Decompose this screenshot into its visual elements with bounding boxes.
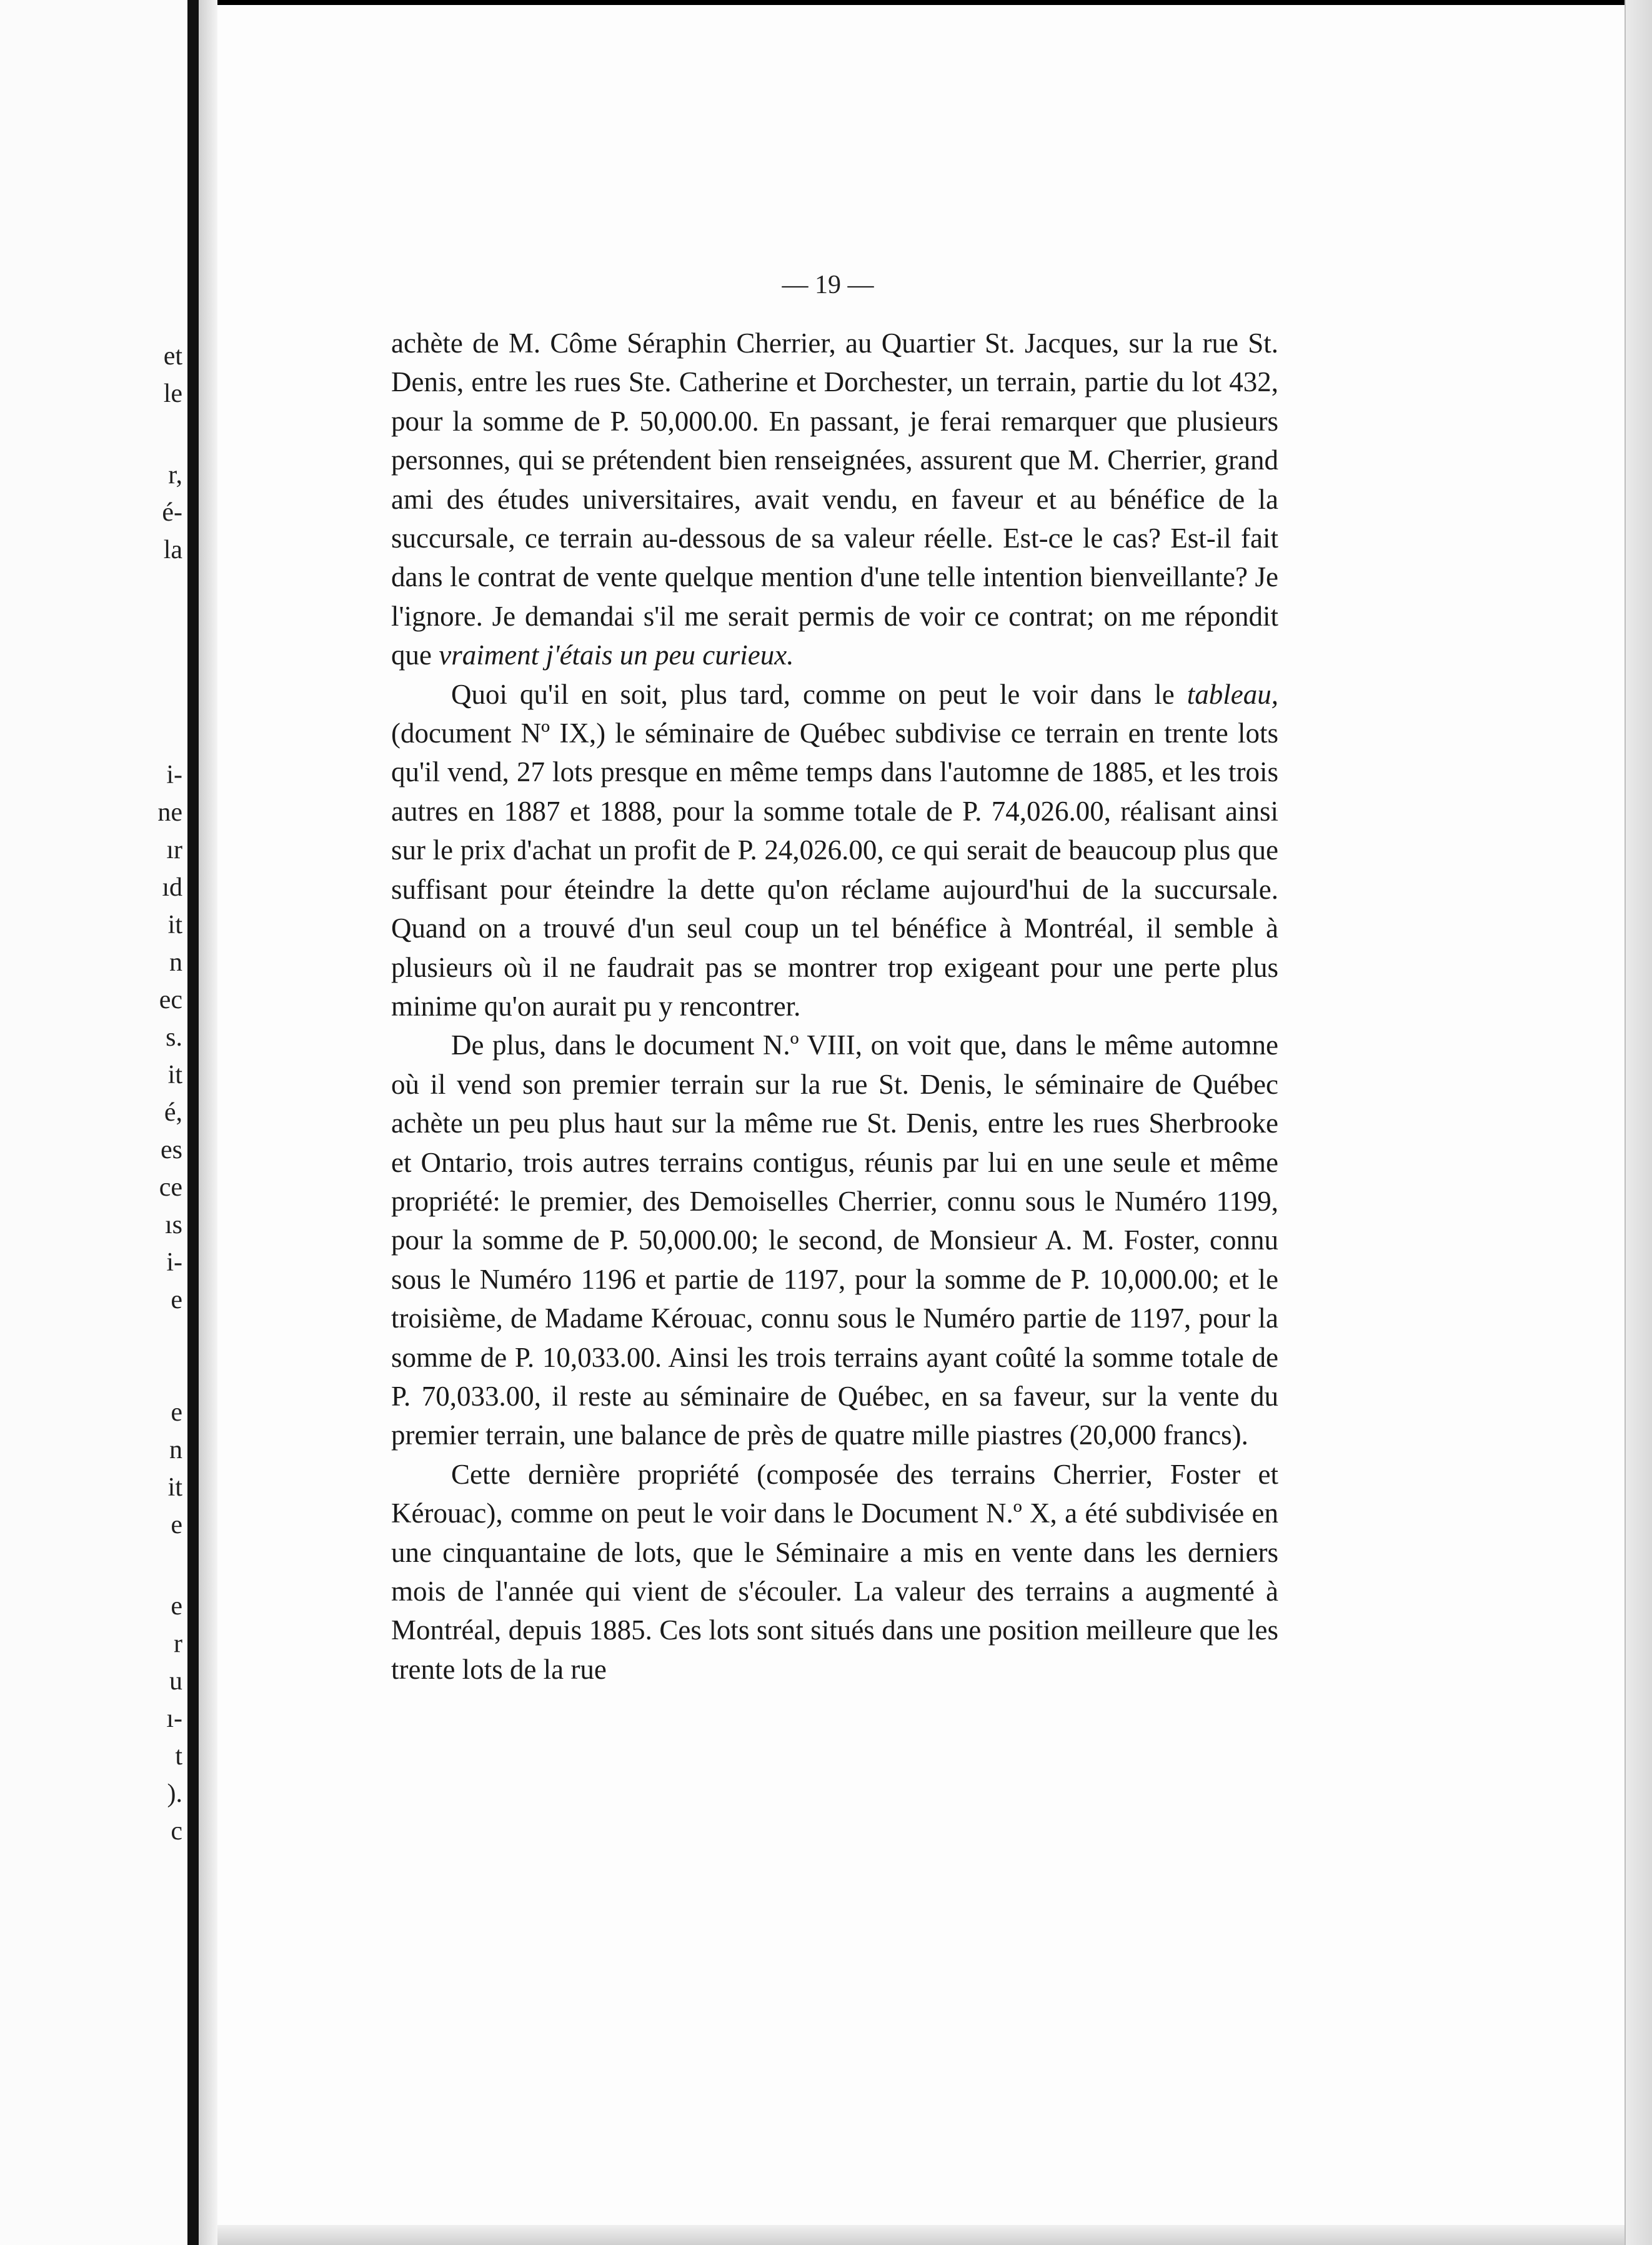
page-edge-right (1625, 0, 1652, 2245)
paragraph (391, 1455, 1278, 1689)
italic-text: vraiment j'étais un peu curieux. (439, 639, 794, 671)
facing-page-fragment: la (163, 536, 182, 564)
facing-page-fragment: ı- (166, 1704, 182, 1733)
facing-page-fragment: é- (162, 498, 182, 527)
facing-page-fragment: ıd (162, 873, 182, 902)
facing-page-fragment: e (171, 1286, 182, 1314)
paragraph (391, 675, 1278, 1026)
italic-text: tableau, (1187, 678, 1278, 710)
facing-page-fragment: n (169, 1436, 182, 1464)
paragraph-text: Quoi qu'il en soit, plus tard, comme on peut le voir dans le (451, 678, 1187, 710)
paragraph (391, 1026, 1278, 1454)
facing-page-fragment: ne (157, 798, 182, 827)
facing-page-edge (0, 0, 187, 2245)
facing-page-fragment: ec (159, 986, 182, 1014)
paragraph-text: Cette dernière propriété (composée des terrains Cherrier, Foster et Kérouac), comme on peut le voir dans le Document N.º X, a été subdivisée en une cinquantaine de lots, que le Séminaire a mis en vente dans les derniers mois de l'année qui vient de s'écouler. La valeur des terrains a augmenté à Montréal, depuis 1885. Ces lots sont situés dans une position meilleure que les trente lots de la rue (391, 1458, 1278, 1685)
paragraph-text: (document Nº IX,) le séminaire de Québec subdivise ce terrain en trente lots qu'il vend, 27 lots presque en même temps dans l'automne de 1885, et les trois autres en 1887 et 1888, pour la somme totale de P. 74,026.00, réalisant ainsi sur le prix d'achat un profit de P. 24,026.00, ce qui serait de beaucoup plus que suffisant pour éteindre la dette qu'on réclame aujourd'hui de la succursale. Quand on a trouvé d'un seul coup un tel bénéfice à Montréal, il semble à plusieurs où il ne faudrait pas se montrer trop exigeant pour une perte plus minime qu'on aurait pu y rencontrer. (391, 718, 1278, 1022)
facing-page-fragment: n (169, 948, 182, 977)
facing-page-fragment: es (161, 1136, 182, 1164)
facing-page-fragment: r, (168, 461, 182, 489)
facing-page-fragment: e (171, 1511, 182, 1539)
book-gutter-highlight (199, 0, 217, 2245)
page-number: — 19 — (782, 271, 874, 299)
paragraph-text: De plus, dans le document N.º VIII, on voit que, dans le même automne où il vend son premier terrain sur la rue St. Denis, le séminaire de Québec achète un peu plus haut sur la même rue St. Denis, entre les rues Sherbrooke et Ontario, trois autres terrains contigus, réunis par lui en une seule et même propriété: le premier, des Demoiselles Cherrier, connu sous le Numéro 1199, pour la somme de P. 50,000.00; le second, de Monsieur A. M. Foster, connu sous le Numéro 1196 et partie de 1197, pour la somme de P. 10,000.00; et le troisième, de Madame Kérouac, connu sous le Numéro partie de 1197, pour la somme de P. 10,033.00. Ainsi les trois terrains ayant coûté la somme totale de P. 70,033.00, il reste au séminaire de Québec, en sa faveur, sur la vente du premier terrain, une balance de près de quatre mille piastres (20,000 francs). (391, 1029, 1278, 1451)
facing-page-fragment: t (175, 1742, 182, 1771)
facing-page-fragment: it (167, 1473, 182, 1502)
facing-page-fragment: it (167, 911, 182, 939)
page-edge-bottom (217, 2225, 1625, 2245)
facing-page-fragment: c (171, 1817, 182, 1846)
facing-page-fragment: i- (166, 761, 182, 789)
facing-page-fragment: ıs (164, 1211, 182, 1239)
facing-page-fragment: r (174, 1629, 182, 1658)
facing-page-fragment: it (167, 1061, 182, 1089)
facing-page-fragment: u (169, 1667, 182, 1696)
facing-page-fragment: ır (166, 836, 182, 864)
facing-page-fragment: s. (166, 1023, 182, 1052)
body-text (391, 324, 1278, 1689)
facing-page-fragment: le (163, 379, 182, 408)
facing-page-fragment: é, (164, 1098, 182, 1127)
facing-page-text-fragments (0, 0, 187, 2245)
book-gutter-shadow (187, 0, 199, 2245)
paragraph-text: achète de M. Côme Séraphin Cherrier, au Quartier St. Jacques, sur la rue St. Denis, entre les rues Ste. Catherine et Dorchester, un terrain, partie du lot 432, pour la somme de P. 50,000.00. En passant, je ferai remarquer que plusieurs personnes, qui se prétendent bien renseignées, assurent que M. Cherrier, grand ami des études universitaires, avait vendu, en faveur et au bénéfice de la succursale, ce terrain au-dessous de sa valeur réelle. Est-ce le cas? Est-il fait dans le contrat de vente quelque mention d'une telle intention bienveillante? Je l'ignore. Je demandai s'il me serait permis de voir ce contrat; on me répondit que (391, 328, 1278, 671)
paragraph (391, 324, 1278, 675)
facing-page-fragment: et (163, 342, 182, 371)
facing-page-fragment: ce (159, 1173, 182, 1202)
facing-page-fragment: e (171, 1592, 182, 1621)
facing-page-fragment: ). (167, 1779, 182, 1808)
facing-page-fragment: e (171, 1398, 182, 1427)
facing-page-fragment: i- (166, 1248, 182, 1277)
